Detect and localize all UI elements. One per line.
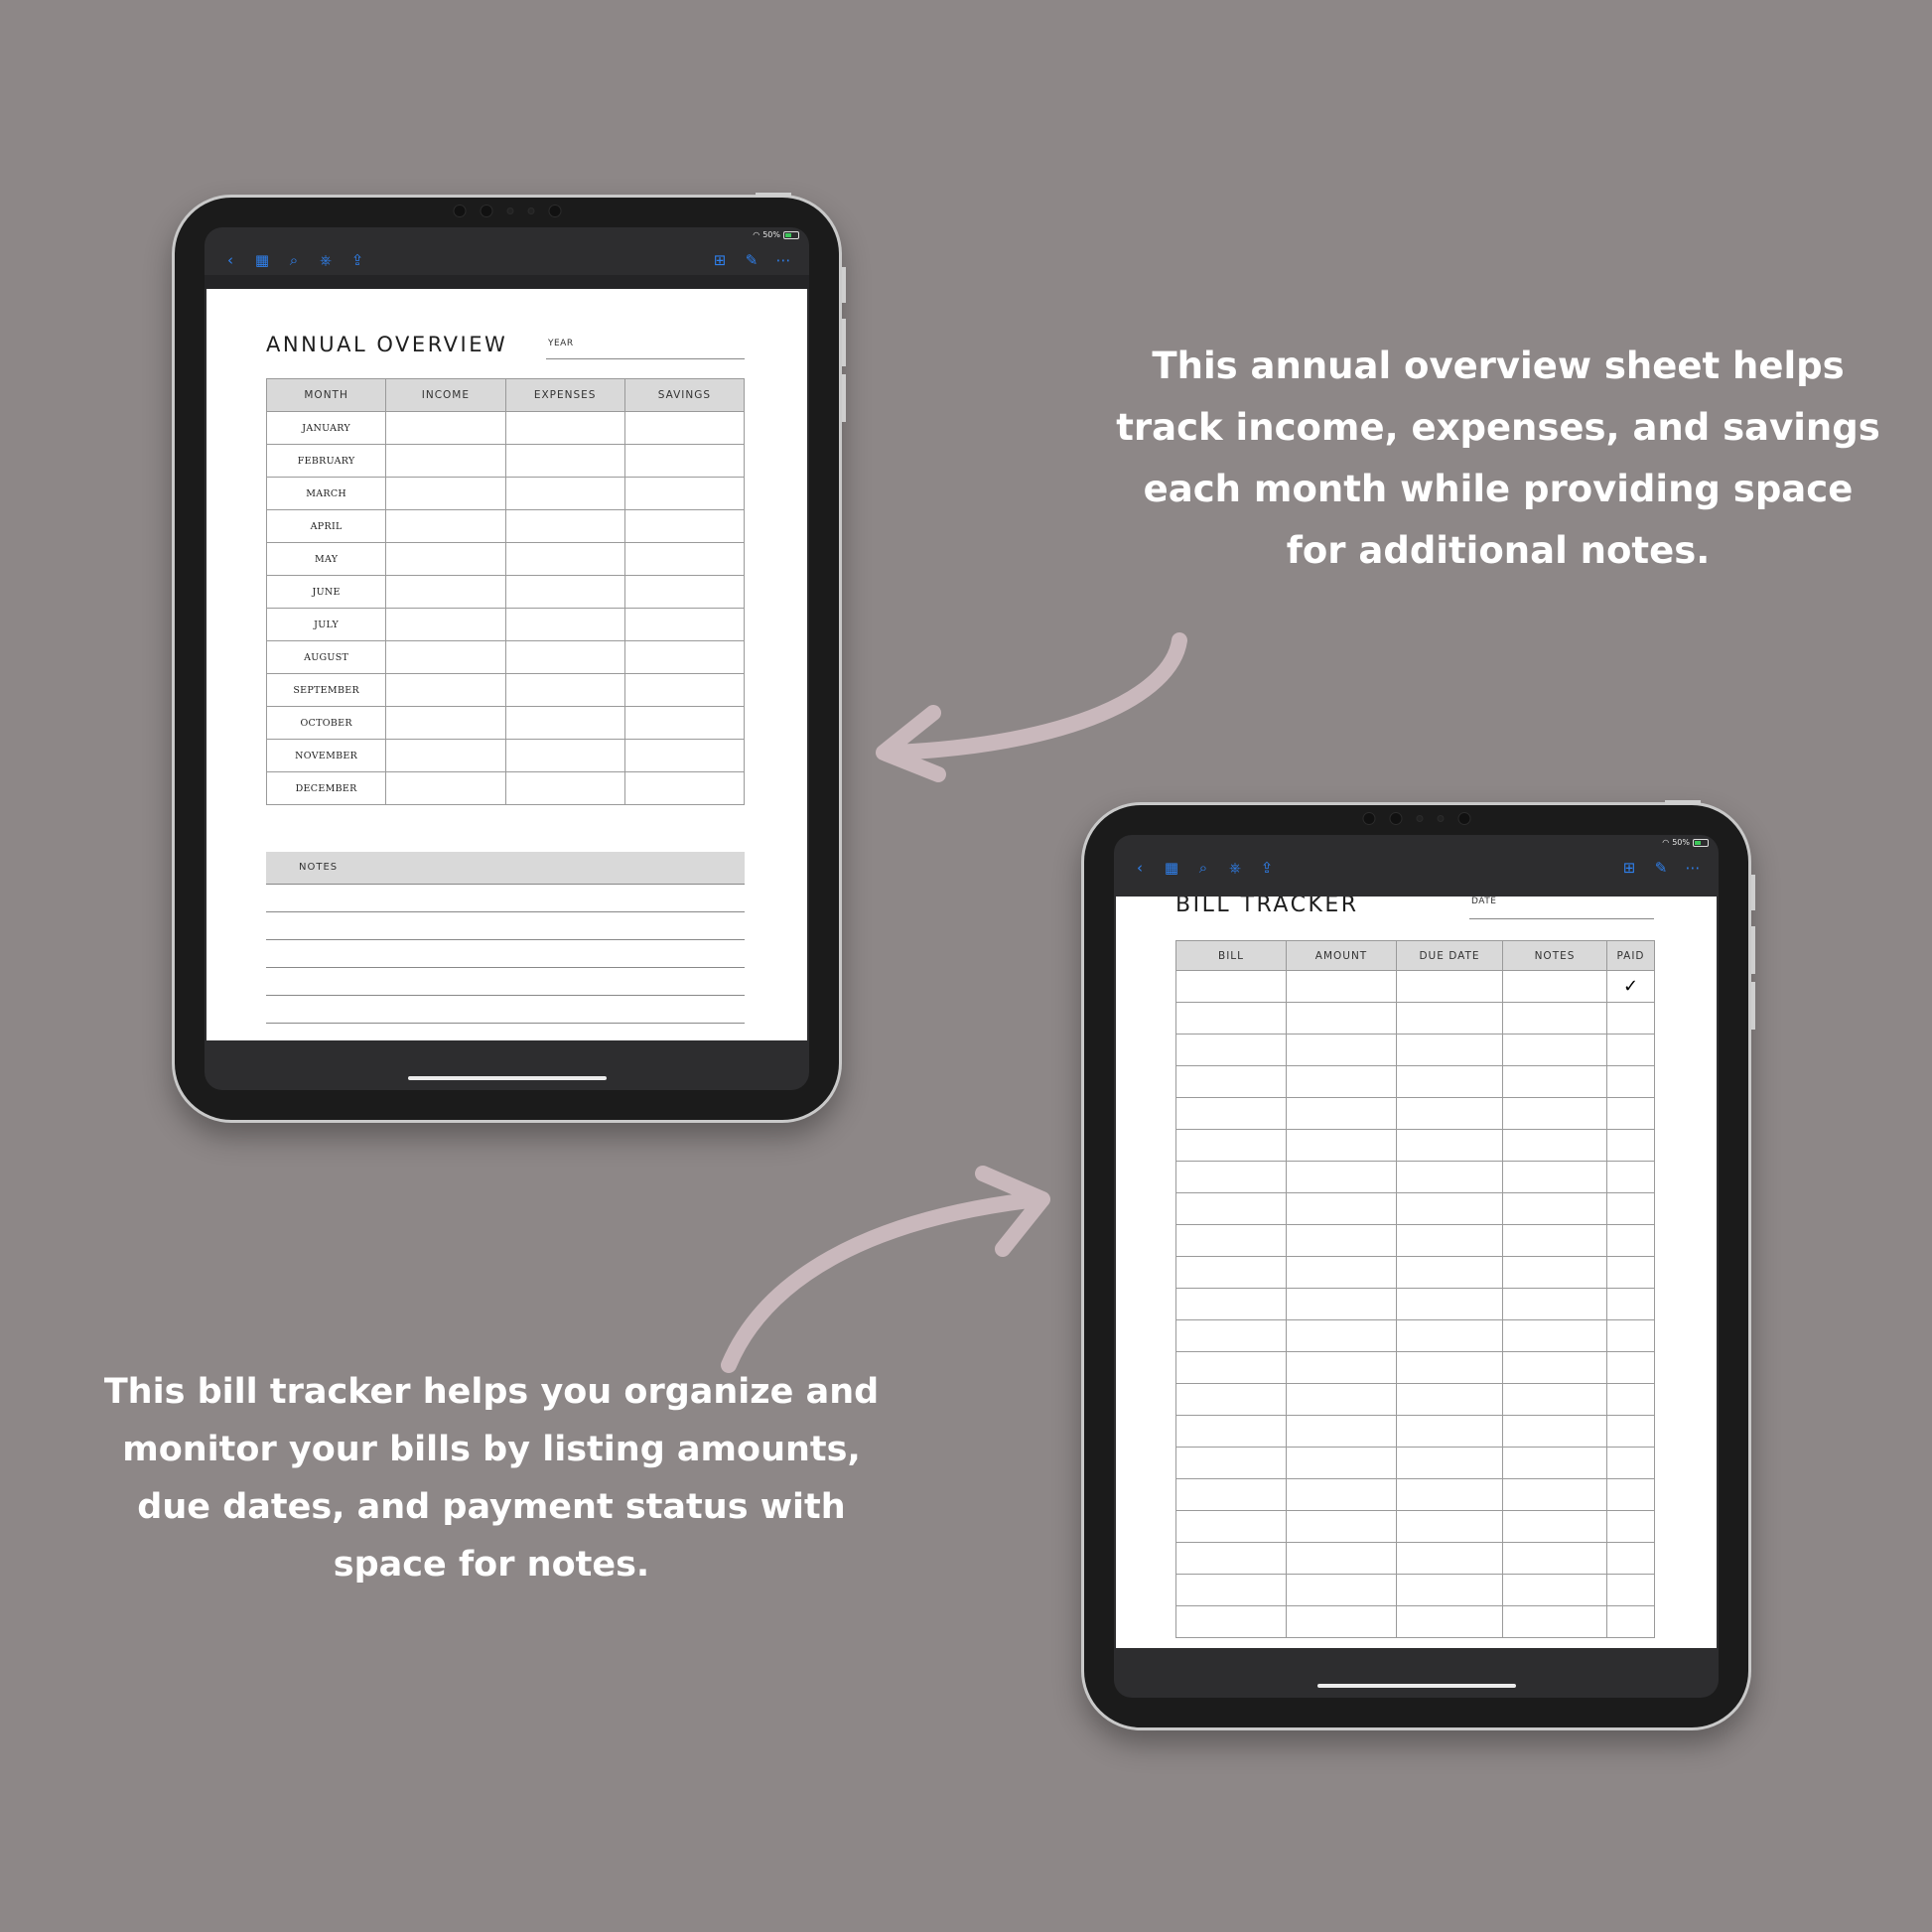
amount-cell[interactable] [1287,971,1397,1003]
paid-checkbox[interactable] [1607,1193,1655,1225]
savings-cell[interactable] [624,674,744,707]
notes-cell[interactable] [1503,1416,1607,1448]
due-date-cell[interactable] [1397,1575,1503,1606]
paid-checkbox[interactable] [1607,971,1655,1003]
table-row [1176,1066,1655,1098]
arrow-to-annual-icon [884,640,1179,774]
more-icon[interactable]: ⋯ [1685,859,1701,877]
notes-cell[interactable] [1503,1098,1607,1130]
month-cell: SEPTEMBER [267,674,386,707]
notes-cell[interactable] [1503,1066,1607,1098]
paid-checkbox[interactable] [1607,1130,1655,1162]
income-cell[interactable] [386,740,505,772]
month-cell: AUGUST [267,641,386,674]
notes-line[interactable] [266,911,745,912]
savings-cell[interactable] [624,707,744,740]
notes-cell[interactable] [1503,1003,1607,1035]
month-cell: NOVEMBER [267,740,386,772]
notes-cell[interactable] [1503,1320,1607,1352]
month-cell: FEBRUARY [267,445,386,478]
camera-icon [548,205,561,217]
bill-tracker-page[interactable] [1116,897,1717,1648]
bill-cell[interactable] [1176,1098,1287,1130]
table-row [1176,1098,1655,1130]
savings-cell[interactable] [624,772,744,805]
income-cell[interactable] [386,576,505,609]
savings-cell[interactable] [624,641,744,674]
table-row [1176,1003,1655,1035]
paid-checkbox[interactable] [1607,1416,1655,1448]
due-date-cell[interactable] [1397,1162,1503,1193]
income-cell[interactable] [386,609,505,641]
due-date-cell[interactable] [1397,1416,1503,1448]
top-button [756,193,791,197]
table-row [1176,1289,1655,1320]
notes-cell[interactable] [1503,1606,1607,1638]
grid-icon[interactable]: ▦ [254,251,270,269]
expenses-cell[interactable] [505,609,624,641]
bill-cell[interactable] [1176,1511,1287,1543]
notes-cell[interactable] [1503,1352,1607,1384]
table-row [1176,1416,1655,1448]
date-label: DATE [1471,897,1497,906]
expenses-cell[interactable] [505,478,624,510]
volume-up-button [842,319,846,366]
column-header: NOTES [1503,941,1607,971]
expenses-cell[interactable] [505,772,624,805]
due-date-cell[interactable] [1397,1193,1503,1225]
volume-up-button [1751,926,1755,974]
due-date-cell[interactable] [1397,1320,1503,1352]
column-header: BILL [1176,941,1287,971]
savings-cell[interactable] [624,543,744,576]
bill-cell[interactable] [1176,1162,1287,1193]
due-date-cell[interactable] [1397,1098,1503,1130]
bill-table [1175,940,1655,1638]
bill-cell[interactable] [1176,1225,1287,1257]
paid-checkbox[interactable] [1607,1606,1655,1638]
notes-cell[interactable] [1503,1543,1607,1575]
volume-down-button [1751,982,1755,1030]
paid-checkbox[interactable] [1607,1448,1655,1479]
table-row [1176,1384,1655,1416]
expenses-cell[interactable] [505,576,624,609]
camera-icon [453,205,466,217]
table-row [267,674,745,707]
table-row [267,510,745,543]
notes-cell[interactable] [1503,1162,1607,1193]
bookmark-icon[interactable]: ⎈ [319,251,332,269]
due-date-cell[interactable] [1397,1130,1503,1162]
income-cell[interactable] [386,674,505,707]
expenses-cell[interactable] [505,707,624,740]
sensor-icon [506,207,513,214]
annual-overview-page[interactable] [207,289,807,1040]
bill-cell[interactable] [1176,1384,1287,1416]
tablet-bill-tracker [1081,802,1751,1730]
year-label: YEAR [548,339,574,348]
share-icon[interactable]: ⇪ [350,251,364,269]
amount-cell[interactable] [1287,1606,1397,1638]
table-row [1176,1479,1655,1511]
amount-cell[interactable] [1287,1384,1397,1416]
table-row [1176,1130,1655,1162]
notes-line[interactable] [266,1023,745,1024]
amount-cell[interactable] [1287,1162,1397,1193]
table-row [1176,1511,1655,1543]
savings-cell[interactable] [624,478,744,510]
notes-header: NOTES [266,852,745,884]
savings-cell[interactable] [624,412,744,445]
income-cell[interactable] [386,445,505,478]
notes-cell[interactable] [1503,1289,1607,1320]
power-button [842,267,846,303]
search-icon[interactable]: ⌕ [289,251,299,269]
due-date-cell[interactable] [1397,1035,1503,1066]
table-row [1176,1575,1655,1606]
due-date-cell[interactable] [1397,1352,1503,1384]
bill-cell[interactable] [1176,1479,1287,1511]
paid-checkbox[interactable] [1607,1575,1655,1606]
paid-checkbox[interactable] [1607,1162,1655,1193]
column-header: MONTH [267,379,386,412]
paid-checkbox[interactable] [1607,1003,1655,1035]
sensor-icon [527,207,534,214]
month-cell: OCTOBER [267,707,386,740]
camera-icon [1457,812,1470,825]
column-header: AMOUNT [1287,941,1397,971]
amount-cell[interactable] [1287,1225,1397,1257]
bill-cell[interactable] [1176,1289,1287,1320]
expenses-cell[interactable] [505,674,624,707]
paid-checkbox[interactable] [1607,1289,1655,1320]
chevron-left-icon[interactable]: ‹ [1137,859,1143,877]
paid-checkbox[interactable] [1607,1066,1655,1098]
tablet-annual-overview [172,195,842,1123]
paid-checkbox[interactable] [1607,1035,1655,1066]
due-date-cell[interactable] [1397,1511,1503,1543]
table-row [267,772,745,805]
table-header-row [1176,941,1655,971]
month-cell: APRIL [267,510,386,543]
home-indicator[interactable] [1317,1684,1516,1688]
annual-table [266,378,745,805]
amount-cell[interactable] [1287,1035,1397,1066]
due-date-cell[interactable] [1397,1448,1503,1479]
table-row [267,641,745,674]
power-button [1751,875,1755,910]
battery-percent: 50% [1672,838,1690,847]
bill-cell[interactable] [1176,1003,1287,1035]
bill-cell[interactable] [1176,1035,1287,1066]
add-page-icon[interactable]: ⊞ [713,251,727,269]
savings-cell[interactable] [624,740,744,772]
pen-icon[interactable]: ✎ [745,251,759,269]
home-indicator[interactable] [408,1076,607,1080]
month-cell: MARCH [267,478,386,510]
expenses-cell[interactable] [505,641,624,674]
notes-cell[interactable] [1503,971,1607,1003]
amount-cell[interactable] [1287,1066,1397,1098]
due-date-cell[interactable] [1397,1225,1503,1257]
due-date-cell[interactable] [1397,971,1503,1003]
due-date-cell[interactable] [1397,1257,1503,1289]
income-cell[interactable] [386,543,505,576]
camera-icon [1362,812,1375,825]
table-row [1176,1257,1655,1289]
savings-cell[interactable] [624,445,744,478]
table-row [267,445,745,478]
month-cell: DECEMBER [267,772,386,805]
chevron-left-icon[interactable]: ‹ [227,251,233,269]
bill-cell[interactable] [1176,1543,1287,1575]
due-date-cell[interactable] [1397,1384,1503,1416]
notes-cell[interactable] [1503,1384,1607,1416]
due-date-cell[interactable] [1397,1543,1503,1575]
sensor-icon [1437,815,1444,822]
bill-cell[interactable] [1176,1606,1287,1638]
income-cell[interactable] [386,707,505,740]
amount-cell[interactable] [1287,1320,1397,1352]
battery-icon [1693,839,1709,847]
grid-icon[interactable]: ▦ [1164,859,1179,877]
paid-checkbox[interactable] [1607,1511,1655,1543]
expenses-cell[interactable] [505,543,624,576]
income-cell[interactable] [386,772,505,805]
screen [1114,835,1719,1698]
paid-checkbox[interactable] [1607,1384,1655,1416]
bookmark-icon[interactable]: ⎈ [1228,859,1241,877]
battery-percent: 50% [762,230,780,239]
table-row [1176,1543,1655,1575]
column-header: PAID [1607,941,1655,971]
notes-line[interactable] [266,884,745,885]
wifi-icon: ◠ [1662,838,1670,847]
search-icon[interactable]: ⌕ [1198,859,1208,877]
savings-cell[interactable] [624,576,744,609]
table-row [1176,971,1655,1003]
paid-checkbox[interactable] [1607,1352,1655,1384]
bill-cell[interactable] [1176,1066,1287,1098]
table-row [1176,1606,1655,1638]
bill-cell[interactable] [1176,1448,1287,1479]
amount-cell[interactable] [1287,1575,1397,1606]
bill-cell[interactable] [1176,1575,1287,1606]
status-bar [753,230,799,239]
camera-icon [480,205,492,217]
due-date-cell[interactable] [1397,1003,1503,1035]
table-row [267,707,745,740]
expenses-cell[interactable] [505,510,624,543]
amount-cell[interactable] [1287,1193,1397,1225]
amount-cell[interactable] [1287,1416,1397,1448]
more-icon[interactable]: ⋯ [775,251,791,269]
table-row [267,576,745,609]
expenses-cell[interactable] [505,740,624,772]
amount-cell[interactable] [1287,1289,1397,1320]
notes-cell[interactable] [1503,1225,1607,1257]
status-bar [1662,838,1709,847]
month-cell: MAY [267,543,386,576]
share-icon[interactable]: ⇪ [1260,859,1274,877]
notes-cell[interactable] [1503,1257,1607,1289]
add-page-icon[interactable]: ⊞ [1622,859,1636,877]
wifi-icon: ◠ [753,230,760,239]
amount-cell[interactable] [1287,1511,1397,1543]
bill-cell[interactable] [1176,1130,1287,1162]
notes-cell[interactable] [1503,1511,1607,1543]
year-input[interactable] [546,358,745,359]
amount-cell[interactable] [1287,1003,1397,1035]
camera-row [1362,811,1470,825]
month-cell: JULY [267,609,386,641]
check-icon: ✓ [1622,976,1639,997]
bill-cell[interactable] [1176,1352,1287,1384]
income-cell[interactable] [386,510,505,543]
column-header: EXPENSES [505,379,624,412]
volume-down-button [842,374,846,422]
due-date-cell[interactable] [1397,1606,1503,1638]
notes-cell[interactable] [1503,1479,1607,1511]
paid-checkbox[interactable] [1607,1257,1655,1289]
screen [205,227,809,1090]
paid-checkbox[interactable] [1607,1543,1655,1575]
month-cell: JANUARY [267,412,386,445]
page-title: BILL TRACKER [1175,897,1359,917]
notes-line[interactable] [266,939,745,940]
column-header: INCOME [386,379,505,412]
income-cell[interactable] [386,641,505,674]
amount-cell[interactable] [1287,1098,1397,1130]
table-row [1176,1162,1655,1193]
month-cell: JUNE [267,576,386,609]
bill-cell[interactable] [1176,971,1287,1003]
pen-icon[interactable]: ✎ [1654,859,1668,877]
table-row [267,740,745,772]
income-cell[interactable] [386,412,505,445]
top-button [1665,800,1701,804]
paid-checkbox[interactable] [1607,1320,1655,1352]
paid-checkbox[interactable] [1607,1225,1655,1257]
column-header: SAVINGS [624,379,744,412]
due-date-cell[interactable] [1397,1479,1503,1511]
table-row [1176,1225,1655,1257]
table-row [1176,1035,1655,1066]
table-row [267,478,745,510]
annual-overview-caption: This annual overview sheet helps track income, expenses, and savings each month while providing space for additional notes. [1116,345,1880,572]
notes-cell[interactable] [1503,1575,1607,1606]
camera-icon [1389,812,1402,825]
notes-cell[interactable] [1503,1130,1607,1162]
amount-cell[interactable] [1287,1543,1397,1575]
amount-cell[interactable] [1287,1479,1397,1511]
camera-row [453,204,561,217]
table-row [267,543,745,576]
table-row [1176,1320,1655,1352]
date-input[interactable] [1469,918,1654,919]
bill-cell[interactable] [1176,1193,1287,1225]
bill-cell[interactable] [1176,1320,1287,1352]
bill-cell[interactable] [1176,1416,1287,1448]
expenses-cell[interactable] [505,412,624,445]
paid-checkbox[interactable] [1607,1098,1655,1130]
paid-checkbox[interactable] [1607,1479,1655,1511]
table-row [1176,1352,1655,1384]
amount-cell[interactable] [1287,1257,1397,1289]
notes-line[interactable] [266,967,745,968]
table-row [1176,1193,1655,1225]
toolbar [1114,853,1719,883]
column-header: DUE DATE [1397,941,1503,971]
amount-cell[interactable] [1287,1130,1397,1162]
due-date-cell[interactable] [1397,1066,1503,1098]
sensor-icon [1416,815,1423,822]
bill-tracker-caption: This bill tracker helps you organize and monitor your bills by listing amounts, due dates, and payment status with space for notes. [103,1372,880,1585]
page-title: ANNUAL OVERVIEW [266,333,508,356]
table-row [267,609,745,641]
income-cell[interactable] [386,478,505,510]
notes-cell[interactable] [1503,1035,1607,1066]
notes-cell[interactable] [1503,1193,1607,1225]
savings-cell[interactable] [624,510,744,543]
savings-cell[interactable] [624,609,744,641]
bill-cell[interactable] [1176,1257,1287,1289]
amount-cell[interactable] [1287,1448,1397,1479]
toolbar [205,245,809,275]
subbar [205,275,809,289]
due-date-cell[interactable] [1397,1289,1503,1320]
table-row [267,412,745,445]
table-header-row [267,379,745,412]
notes-cell[interactable] [1503,1448,1607,1479]
amount-cell[interactable] [1287,1352,1397,1384]
table-row [1176,1448,1655,1479]
expenses-cell[interactable] [505,445,624,478]
battery-icon [783,231,799,239]
arrow-to-bill-icon [729,1173,1042,1365]
notes-line[interactable] [266,995,745,996]
